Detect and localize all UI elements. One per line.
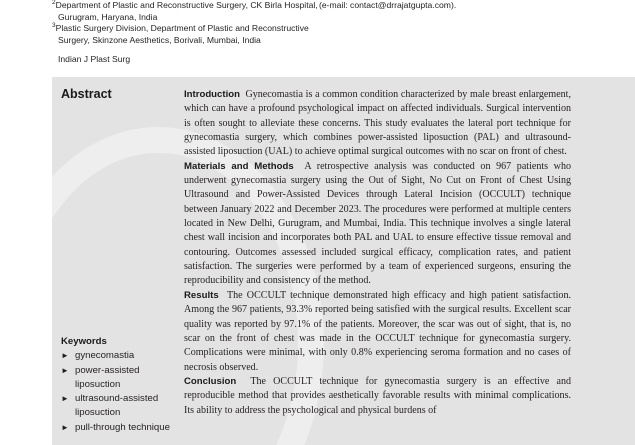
affiliation-2-line-2: Gurugram, Haryana, India [58, 11, 158, 22]
conclusion-text: The OCCULT technique for gynecomastia surgery is an effective and reproducible method that provides aesthetically favorable results with minimal complications. Its ability to address the psychological and physical burdens of [184, 375, 571, 416]
methods-heading: Materials and Methods [184, 160, 294, 172]
keyword-text: power-assisted liposuction [75, 364, 140, 390]
keywords-list [61, 349, 171, 435]
abstract-heading: Abstract [61, 87, 112, 101]
affiliation-3-text: Plastic Surgery Division, Department of Plastic and Reconstructive [55, 23, 309, 33]
keywords-heading: Keywords [61, 336, 107, 347]
triangle-bullet-icon: ► [61, 422, 69, 432]
journal-name: Indian J Plast Surg [58, 54, 131, 64]
results-heading: Results [184, 289, 219, 301]
abstract-box [52, 77, 635, 445]
keyword-item [61, 392, 171, 421]
keyword-text: pull-through technique [75, 421, 170, 433]
triangle-bullet-icon: ► [61, 394, 69, 404]
keyword-item [61, 364, 171, 393]
methods-paragraph [184, 160, 571, 289]
triangle-bullet-icon: ► [61, 365, 69, 375]
keyword-item [61, 421, 171, 435]
keyword-text: ultrasound-assisted liposuction [75, 393, 159, 419]
affiliation-2-number: 2 [52, 0, 56, 7]
results-text: The OCCULT technique demonstrated high efficacy and high patient satisfaction. Among the 967 patients, 93.3% reported being satisfied with the surgical results. Excellent scar quality was reported by 97.1% of the patients. Moreover, the scar was out of sight, that is, no scar on the front of chest was made in the OCCULT technique for gynecomastia surgery. Complications were minimal, with only 0.8% experiencing seroma formation and no cases of necrosis observed. [184, 289, 571, 373]
introduction-paragraph [184, 88, 571, 160]
affiliation-3-line-2: Surgery, Skinzone Aesthetics, Borivali, Mumbai, India [58, 34, 261, 45]
introduction-heading: Introduction [184, 89, 240, 100]
abstract-body [184, 88, 571, 418]
keyword-text: gynecomastia [75, 350, 135, 362]
introduction-text: Gynecomastia is a common condition characterized by male breast enlargement, which can have a profound psychological impact on affected individuals. Surgical intervention is often sought to alleviate these concerns. This study evaluates the lateral port technique for gynecomastia surgery, which combines power-assisted liposuction (PAL) and ultrasound-assisted liposuction (UAL) to achieve optimal surgical outcomes with no scar on front of chest. [184, 89, 571, 158]
triangle-bullet-icon: ► [61, 351, 69, 361]
keywords-section [61, 335, 171, 435]
results-paragraph [184, 289, 571, 375]
methods-text: A retrospective analysis was conducted on 967 patients who underwent gynecomastia surgery using the Out of Sight, No Cut on Front of Chest Using Ultrasound and Power-Assisted Devices through Lateral Incision (OCCULT) technique between January 2022 and December 2023. The procedures were performed at multiple centers located in New Delhi, Gurugram, and Mumbai, India. This technique involves a single lateral chest wall incision and incorporates both PAL and UAL to ensure effective tissue removal and contouring. Outcomes assessed included surgical efficacy, complication rates, and patient satisfaction. The surgeries were performed by a team of experienced surgeons, ensuring the reproducibility and consistency of the method. [184, 160, 571, 287]
conclusion-heading: Conclusion [184, 375, 237, 387]
affiliation-2-text: Department of Plastic and Reconstructive Surgery, CK Birla Hospital, [55, 0, 318, 10]
affiliation-3-line-1 [52, 23, 472, 35]
correspondence-email[interactable]: (e-mail: contact@drrajatgupta.com). [319, 0, 457, 10]
conclusion-paragraph [184, 375, 571, 418]
affiliation-3-number: 3 [52, 22, 56, 30]
keyword-item [61, 349, 171, 363]
